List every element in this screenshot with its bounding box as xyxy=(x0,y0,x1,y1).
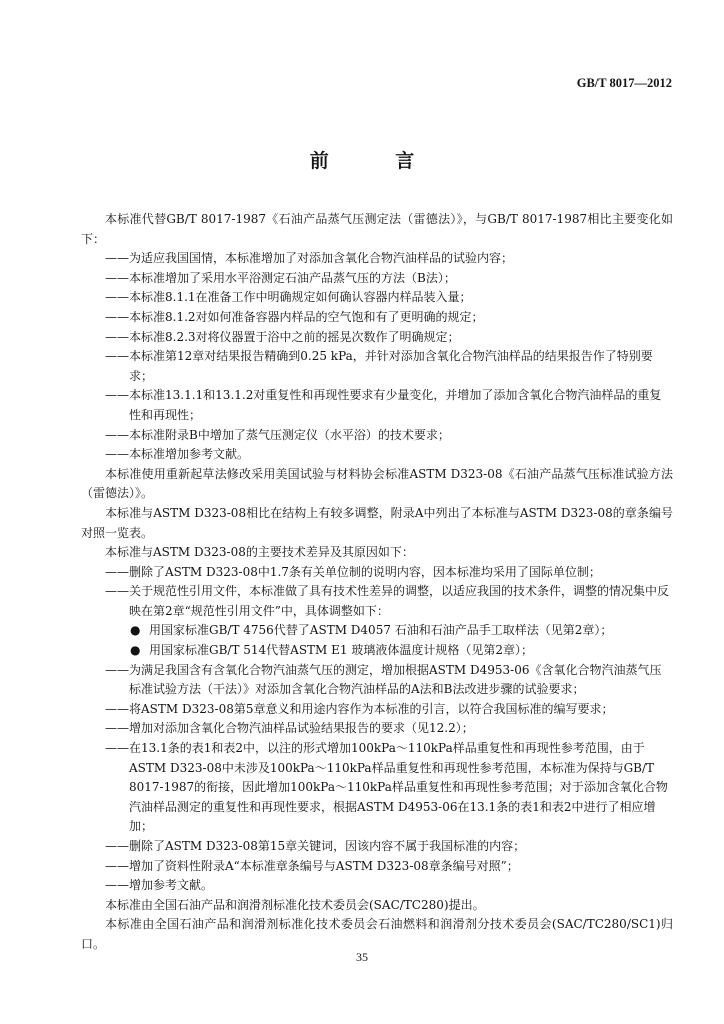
dash-list-item: ——删除了ASTM D323-08第15章关键词，因该内容不属于我国标准的内容； xyxy=(105,839,526,853)
dash-list-item: ——本标准8.2.3对将仪器置于浴中之前的摇晃次数作了明确规定； xyxy=(105,329,460,344)
bullet-text: 用国家标准GB/T 514代替ASTM E1 玻璃液体温度计规格（见第2章）； xyxy=(149,643,534,658)
bullet-list-item xyxy=(81,621,673,641)
page-number: 35 xyxy=(356,950,368,964)
standard-code: GB/T 8017—2012 xyxy=(576,76,672,90)
body-paragraph: 本标准由全国石油产品和润滑剂标准化技术委员会石油燃料和润滑剂分技术委员会(SAC/TC280/SC1)归口。 xyxy=(81,917,673,951)
dash-list-item: ——将ASTM D323-08第5章意义和用途内容作为本标准的引言，以符合我国标准的编写要求； xyxy=(105,701,614,716)
bullet-list-item xyxy=(81,641,673,661)
dash-list-item: ——关于规范性引用文件，本标准做了具有技术性差异的调整，以适应我国的技术条件，调整的情况集中反映在第2章“规范性引用文件”中，具体调整如下： xyxy=(105,584,670,618)
page-title: 前 言 xyxy=(309,150,445,172)
dash-list-item: ——为适应我国国情，本标准增加了对添加含氧化合物汽油样品的试验内容； xyxy=(105,251,514,266)
dash-list-item: ——本标准13.1.1和13.1.2对重复性和再现性要求有少量变化，并增加了添加含氧化合物汽油样品的重复性和再现性； xyxy=(105,388,662,422)
dash-list-item: ——本标准第12章对结果报告精确到0.25 kPa，并针对添加含氧化合物汽油样品的结果报告作了特别要求； xyxy=(105,349,653,383)
dash-list-item: ——本标准8.1.2对如何准备容器内样品的空气饱和有了更明确的规定； xyxy=(105,309,484,324)
dash-list-item: ——增加对添加含氧化合物汽油样品试验结果报告的要求（见12.2）； xyxy=(105,721,474,736)
bullet-icon: ● xyxy=(130,643,141,658)
dash-list-item: ——在13.1条的表1和表2中，以注的形式增加100kPa～110kPa样品重复性和再现性参考范围，由于ASTM D323-08中未涉及100kPa～110kPa样品重复性和再现性参考范围，本标准为保持与GB/T 8017-1987的衔接，因此增加100kPa～110kPa样品重复性和再现性参考范围；对于添加含氧化合物汽油样品测定的重复性和再现性要求，根据ASTM D4953-06在13.1条的表1和表2中进行了相应增加； xyxy=(105,741,668,834)
dash-list-item: ——本标准8.1.1在准备工作中明确规定如何确认容器内样品装入量； xyxy=(105,290,472,305)
dash-list-item: ——为满足我国含有含氧化合物汽油蒸气压的测定，增加根据ASTM D4953-06《含氧化合物汽油蒸气压标准试验方法（干法）》对添加含氧化合物汽油样品的A法和B法改进步骤的试验要求； xyxy=(105,662,662,697)
body-paragraph: 本标准与ASTM D323-08的主要技术差异及其原因如下： xyxy=(105,545,414,560)
dash-list-item: ——本标准增加了采用水平浴测定石油产品蒸气压的方法（B法）； xyxy=(105,270,456,285)
body-paragraph: 本标准由全国石油产品和润滑剂标准化技术委员会(SAC/TC280)提出。 xyxy=(105,897,485,912)
body-paragraph: 本标准与ASTM D323-08相比在结构上有较多调整，附录A中列出了本标准与ASTM D323-08的章条编号对照一览表。 xyxy=(81,505,673,540)
bullet-text: 用国家标准GB/T 4756代替了ASTM D4057 石油和石油产品手工取样法（见第2章）； xyxy=(149,623,613,638)
dash-list-item: ——增加参考文献。 xyxy=(105,878,214,893)
dash-list-item: ——本标准附录B中增加了蒸气压测定仪（水平浴）的技术要求； xyxy=(105,427,450,442)
bullet-icon: ● xyxy=(130,623,141,638)
dash-list-item: ——增加了资料性附录A“本标准章条编号与ASTM D323-08章条编号对照”； xyxy=(105,858,519,873)
dash-list-item: ——删除了ASTM D323-08中1.7条有关单位制的说明内容，因本标准均采用了国际单位制； xyxy=(105,564,601,579)
dash-list-item: ——本标准增加参考文献。 xyxy=(105,447,250,462)
document-body xyxy=(81,210,673,955)
body-paragraph: 本标准使用重新起草法修改采用美国试验与材料协会标准ASTM D323-08《石油产品蒸气压标准试验方法（雷德法）》。 xyxy=(81,466,673,501)
body-paragraph: 本标准代替GB/T 8017-1987《石油产品蒸气压测定法（雷德法）》，与GB/T 8017-1987相比主要变化如下： xyxy=(81,212,673,246)
